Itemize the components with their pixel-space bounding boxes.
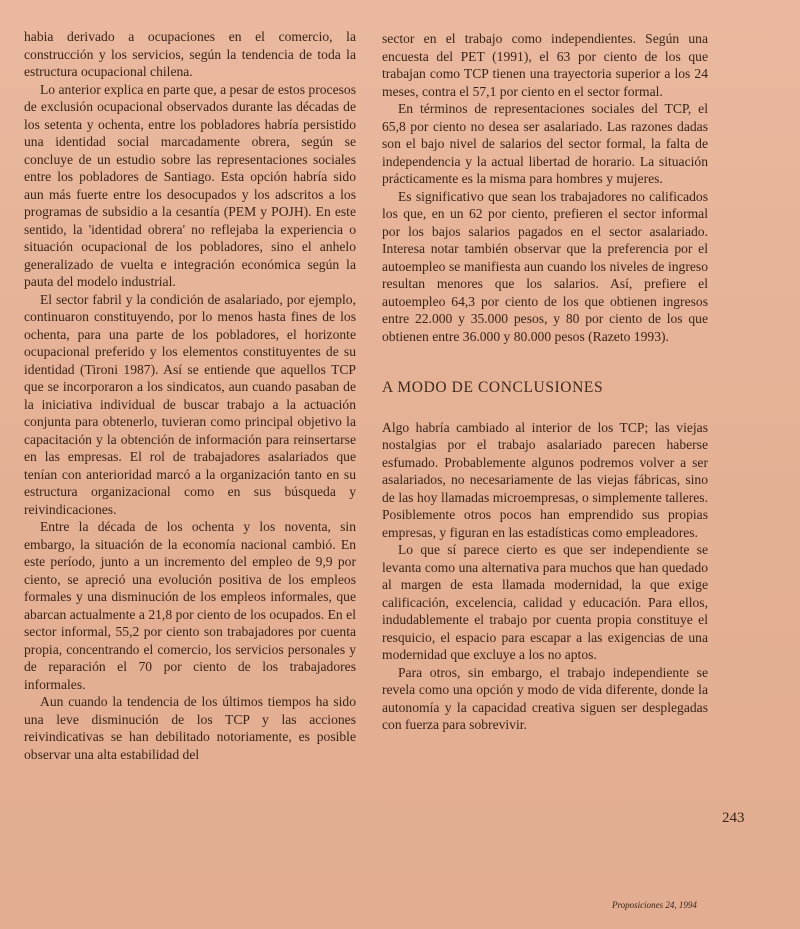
paragraph: Aun cuando la tendencia de los últimos tiempos ha sido una leve disminución de los TCP y las acciones reivindicativas se han debilitado notoriamente, es posible observar una alta estabilidad del	[24, 694, 356, 762]
page-number: 243	[722, 810, 745, 826]
footer-citation: Proposiciones 24, 1994	[612, 900, 697, 910]
paragraph: sector en el trabajo como independientes. Según una encuesta del PET (1991), el 63 por ciento de los que trabajan como TCP tienen una trayectoria superior a los 24 meses, contra el 57,1 por ciento en el sector formal.	[382, 31, 708, 99]
paragraph: Entre la década de los ochenta y los noventa, sin embargo, la situación de la economía nacional cambió. En este período, junto a un incremento del empleo de 9,9 por ciento, se apreció una evolución positiva de los empleos formales y una disminución de los empleos informales, que abarcan actualmente a 21,8 por ciento de los ocupados. En el sector informal, 55,2 por ciento son trabajadores por cuenta propia, concentrando el comercio, los servicios personales y de reparación el 70 por ciento de los trabajadores informales.	[24, 519, 356, 692]
section-heading: A MODO DE CONCLUSIONES	[382, 379, 604, 396]
paragraph: El sector fabril y la condición de asalariado, por ejemplo, continuaron constituyendo, por lo menos hasta fines de los ochenta, para una parte de los pobladores, el horizonte ocupacional preferido y los elementos constituyentes de su identidad (Tironi 1987). Así se entiende que aquellos TCP que se incorporaron a los sindicatos, aun cuando pasaban de la iniciativa individual de buscar trabajo a la actuación conjunta para obtenerlo, tuvieran como principal objetivo la capacitación y la obtención de información para reinsertarse en las empresas. El rol de trabajadores asalariados que tenían con anterioridad marcó a la organización tanto en su estructura organizacional como en sus búsqueda y reivindicaciones.	[24, 291, 356, 517]
paragraph: En términos de representaciones sociales del TCP, el 65,8 por ciento no desea ser asalariado. Las razones dadas son el bajo nivel de salarios del sector formal, la falta de independencia y la actual libertad de horario. La situación prácticamente es la misma para hombres y mujeres.	[382, 101, 708, 186]
paragraph: habia derivado a ocupaciones en el comercio, la construcción y los servicios, según la tendencia de toda la estructura ocupacional chilena.	[24, 29, 356, 79]
paragraph: Para otros, sin embargo, el trabajo independiente se revela como una opción y modo de vida diferente, donde la autonomía y la capacidad creativa siguen ser desplegadas con fuerza para sobrevivir.	[382, 664, 708, 732]
paragraph: Lo que sí parece cierto es que ser independiente se levanta como una alternativa para muchos que han quedado al margen de esta llamada modernidad, la que exige calificación, excelencia, calidad y educación. Para ellos, indudablemente el trabajo por cuenta propia constituye el resquicio, el espacio para escapar a las exigencias de una modernidad que excluye a los no aptos.	[382, 542, 708, 662]
right-column	[382, 30, 708, 734]
paragraph: Lo anterior explica en parte que, a pesar de estos procesos de exclusión ocupacional observados durante las décadas de los setenta y ochenta, entre los pobladores habría persistido una identidad social marcadamente obrera, según se concluye de un estudio sobre las representaciones sociales entre los pobladores de Santiago. Esta opción habría sido aun más fuerte entre los desocupados y los adscritos a los programas de subsidio a la cesantía (PEM y POJH). En este sentido, la 'identidad obrera' no reflejaba la experiencia o situación ocupacional de los pobladores, sino el anhelo generalizado de vuelta e integración económica según la pauta del modelo industrial.	[24, 81, 356, 289]
left-column	[24, 28, 356, 763]
paragraph: Algo habría cambiado al interior de los TCP; las viejas nostalgias por el trabajo asalariado parecen haberse esfumado. Probablemente algunos podremos volver a ser asalariados, no necesariamente de las viejas fábricas, sino de las hoy llamadas microempresas, o simplemente talleres. Posiblemente otros pocos han emprendido sus propias empresas, y figuran en las estadísticas como empleadores.	[382, 419, 708, 540]
paragraph: Es significativo que sean los trabajadores no calificados los que, en un 62 por ciento, prefieren el sector informal por los bajos salarios pagados en el sector asalariado. Interesa notar también observar que la preferencia por el autoempleo se manifiesta aun cuando los niveles de ingreso resultan menores que los salarios. Así, prefiere el autoempleo 64,3 por ciento de los que obtienen ingresos entre 22.000 y 35.000 pesos, y 80 por ciento de los que obtienen entre 36.000 y 80.000 pesos (Razeto 1993).	[382, 188, 708, 344]
